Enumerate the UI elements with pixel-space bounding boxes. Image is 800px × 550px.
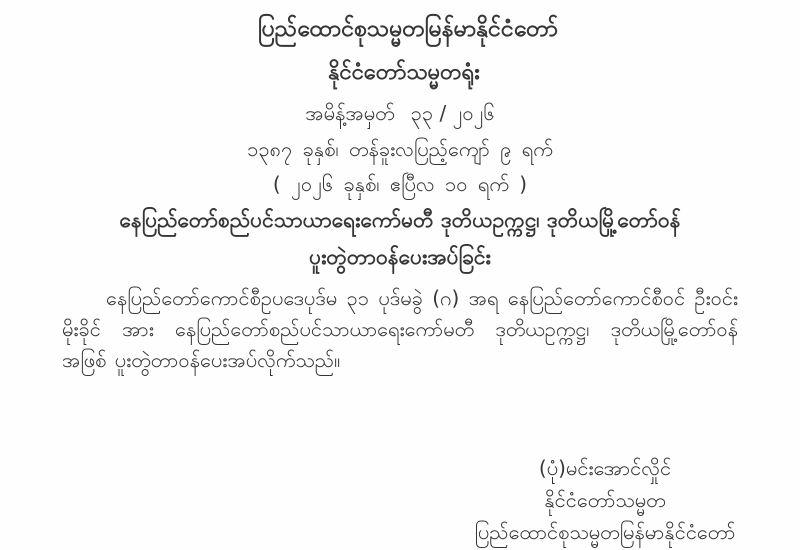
signature-block bbox=[425, 452, 785, 548]
order-label: အမိန့်အမှတ် bbox=[305, 101, 395, 125]
office-title: နိုင်ငံတော်သမ္မတရုံး bbox=[328, 60, 480, 85]
myanmar-era-date: ၁၃၈၇ ခုနှစ်၊ တန်ခူးလပြည့်ကျော် ၉ ရက် bbox=[247, 137, 553, 161]
signature-name: (ပုံ)မင်းအောင်လှိုင် bbox=[538, 456, 672, 480]
signer-organization: ပြည်ထောင်စုသမ္မတမြန်မာနိုင်ငံတော် bbox=[474, 520, 736, 544]
order-number: ၃၃ / ၂၀၂၆ bbox=[410, 101, 495, 125]
state-title: ပြည်ထောင်စုသမ္မတမြန်မာနိုင်ငံတော် bbox=[257, 16, 559, 42]
signer-title: နိုင်ငံတော်သမ္မတ bbox=[544, 488, 666, 512]
order-number-line bbox=[0, 100, 800, 130]
gregorian-date: ( ၂၀၂၆ ခုနှစ်၊ ဧပြီလ ၁၀ ရက် ) bbox=[272, 172, 528, 196]
body-paragraph: နေပြည်တော်ကောင်စီဥပဒေပုဒ်မ ၃၁ ပုဒ်မခွဲ (ဂ) အရ နေပြည်တော်ကောင်စီဝင် ဦးဝင်းမိုးခိုင် အား နေပြည်တော်စည်ပင်သာယာရေးကော်မတီ ဒုတိယဥက္ကဋ္ဌ၊ ဒုတိယမြို့တော်ဝန် အဖြစ် ပူးတွဲတာဝန်ပေးအပ်လိုက်သည်။ bbox=[62, 286, 738, 372]
subject-line-2: ပူးတွဲတာဝန်ပေးအပ်ခြင်း bbox=[309, 245, 491, 269]
subject-line-1: နေပြည်တော်စည်ပင်သာယာရေးကော်မတီ ဒုတိယဥက္ကဋ္ဌ၊ ဒုတိယမြို့တော်ဝန် bbox=[119, 208, 681, 232]
